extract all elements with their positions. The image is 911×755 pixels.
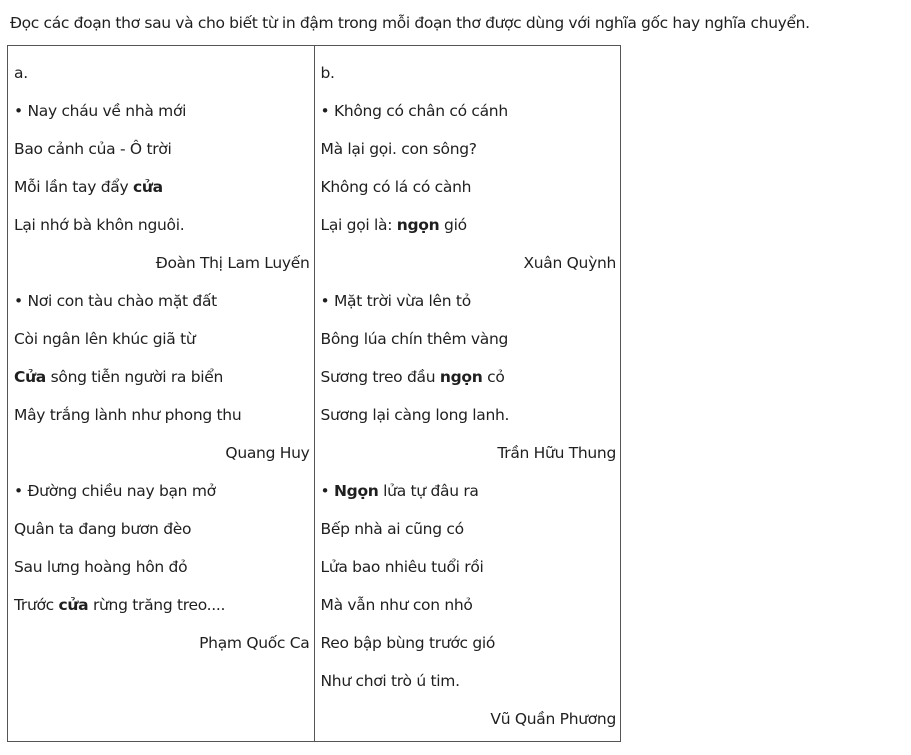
instruction-text: Đọc các đoạn thơ sau và cho biết từ in đậm trong mỗi đoạn thơ được dùng với nghĩa gốc hay nghĩa chuyển. — [10, 14, 810, 32]
line-text: Mây trắng lành như phong thu — [14, 406, 242, 424]
line-text: Trước — [14, 596, 59, 614]
poem-author: Xuân Quỳnh — [523, 254, 616, 272]
poem-line — [14, 472, 310, 510]
line-text: gió — [439, 216, 467, 234]
column-label: a. — [14, 64, 28, 82]
line-text: Reo bập bùng trước gió — [320, 634, 496, 652]
line-text: Lại gọi là: — [320, 216, 397, 234]
highlighted-word: ngọn — [396, 216, 440, 234]
poem-line — [321, 586, 617, 624]
poem-line — [14, 92, 310, 130]
poem-line — [14, 206, 310, 244]
poem-line — [321, 472, 617, 510]
line-text: • Không có chân có cánh — [320, 102, 508, 120]
line-text: Bếp nhà ai cũng có — [320, 520, 464, 538]
line-text: Lửa bao nhiêu tuổi rồi — [320, 558, 484, 576]
poem-line — [321, 282, 617, 320]
line-text: Bao cảnh của - Ô trời — [14, 140, 172, 158]
line-text: Sau lưng hoàng hôn đỏ — [14, 558, 188, 576]
line-text: • Đường chiều nay bạn mở — [14, 482, 216, 500]
poem-author: Đoàn Thị Lam Luyến — [155, 254, 310, 272]
poem-table — [7, 45, 621, 742]
line-text: Như chơi trò ú tim. — [320, 672, 460, 690]
line-text: Sương lại càng long lanh. — [320, 406, 510, 424]
column-a — [8, 46, 315, 741]
poem-line — [321, 168, 617, 206]
line-text: • Nơi con tàu chào mặt đất — [14, 292, 217, 310]
line-text: Mà lại gọi. con sông? — [320, 140, 477, 158]
poem-line — [14, 510, 310, 548]
poem-line — [14, 396, 310, 434]
line-text: Không có lá có cành — [320, 178, 472, 196]
poem-line — [14, 130, 310, 168]
line-text: Lại nhớ bà khôn nguôi. — [14, 216, 185, 234]
line-text: Còi ngân lên khúc giã từ — [14, 330, 196, 348]
poem-line — [14, 168, 310, 206]
line-text: Sương treo đầu — [320, 368, 440, 386]
column-b — [315, 46, 621, 741]
poem-line — [321, 624, 617, 662]
line-text: Mà vẫn như con nhỏ — [320, 596, 473, 614]
highlighted-word: cửa — [58, 596, 89, 614]
highlighted-word: ngọn — [439, 368, 483, 386]
poem-author: Trần Hữu Thung — [497, 444, 616, 462]
poem-line — [321, 662, 617, 700]
poem-author: Vũ Quần Phương — [490, 710, 616, 728]
line-text: • — [320, 482, 334, 500]
column-label: b. — [320, 64, 335, 82]
poem-author: Quang Huy — [225, 444, 310, 462]
poem-line — [14, 586, 310, 624]
poem-line — [14, 320, 310, 358]
highlighted-word: Ngọn — [333, 482, 379, 500]
poem-line — [321, 358, 617, 396]
highlighted-word: Cửa — [14, 368, 46, 386]
poem-line — [321, 548, 617, 586]
line-text: • Mặt trời vừa lên tỏ — [320, 292, 471, 310]
poem-line — [321, 396, 617, 434]
poem-line — [14, 358, 310, 396]
poem-line — [321, 92, 617, 130]
highlighted-word: cửa — [132, 178, 163, 196]
poem-line — [321, 206, 617, 244]
line-text: Mỗi lần tay đẩy — [14, 178, 133, 196]
line-text: sông tiễn người ra biển — [45, 368, 224, 386]
poem-line — [14, 548, 310, 586]
line-text: cỏ — [482, 368, 505, 386]
line-text: rừng trăng treo.... — [88, 596, 226, 614]
line-text: lửa tự đâu ra — [378, 482, 479, 500]
line-text: • Nay cháu về nhà mới — [14, 102, 187, 120]
poem-line — [321, 320, 617, 358]
poem-author: Phạm Quốc Ca — [199, 634, 310, 652]
poem-line — [321, 130, 617, 168]
poem-line — [321, 510, 617, 548]
poem-line — [14, 282, 310, 320]
line-text: Bông lúa chín thêm vàng — [320, 330, 509, 348]
line-text: Quân ta đang bươn đèo — [14, 520, 192, 538]
